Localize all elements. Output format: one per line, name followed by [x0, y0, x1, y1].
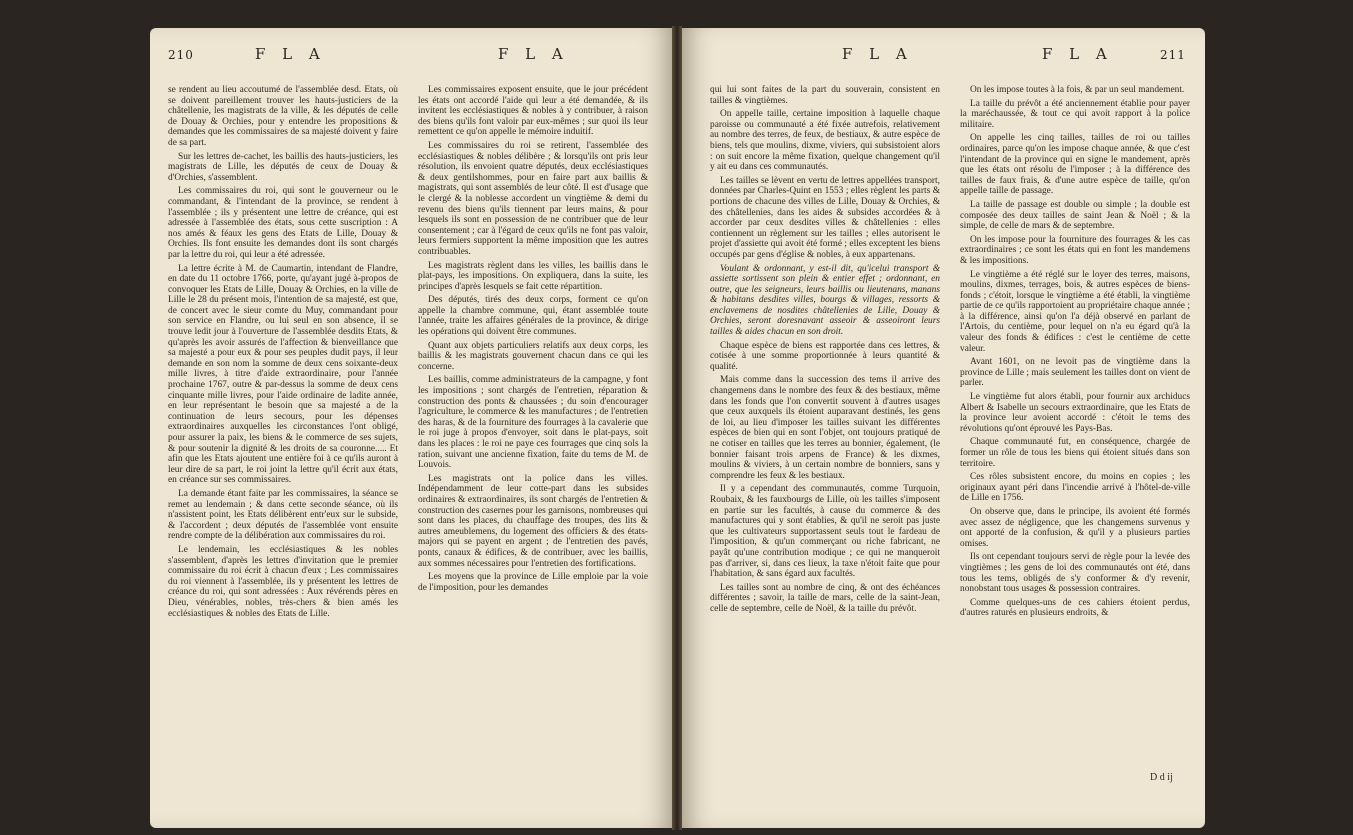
paragraph: Les tailles sont au nombre de cinq, & ont des échéances différentes ; savoir, la taille de mars, celle de la saint-Jean, celle de septembre, celle de Noël, & la taille du prévôt.	[710, 582, 940, 614]
paragraph: Sur les lettres de-cachet, les baillis des hauts-justiciers, les magistrats de Lille, les députés de ceux de Douay & d'Orchies, s'assemblent.	[168, 151, 398, 183]
right-running-head-2: F L A	[1042, 45, 1113, 63]
paragraph: qui lui sont faites de la part du souverain, consistent en tailles & vingtièmes.	[710, 85, 940, 106]
paragraph: Des députés, tirés des deux corps, forment ce qu'on appelle la chambre commune, qui, étant assemblée toute l'année, traite les affaires générales de la province, & dirige les opérations qui doivent être communes.	[418, 295, 648, 338]
left-page-column-1	[168, 85, 398, 785]
paragraph: Quant aux objets particuliers relatifs aux deux corps, les baillis & les magistrats gouvernent chacun dans ce qui les concerne.	[418, 340, 648, 372]
paragraph: Les magistrats règlent dans les villes, les baillis dans le plat-pays, les impositions. On expliquera, dans la suite, les principes d'après lesquels se fait cette répartition.	[418, 260, 648, 292]
right-running-head-1: F L A	[842, 45, 913, 63]
signature-mark: D d ij	[1150, 772, 1173, 783]
right-page-number: 211	[1160, 48, 1186, 62]
left-page-number: 210	[168, 48, 194, 62]
left-running-head-1: F L A	[255, 45, 326, 63]
paragraph: On appelle les cinq tailles, tailles de roi ou tailles ordinaires, parce qu'on les impose chaque année, & que c'est l'intendant de la province qui en signe le mandement, après que les états ont résolu de l'imposer ; à la différence des tailles de faux frais, & d'une autre espèce de taille, qu'on appelle taille de passage.	[960, 133, 1190, 197]
right-page-column-2	[960, 85, 1190, 765]
right-page-column-1	[710, 85, 940, 785]
paragraph: Avant 1601, on ne levoit pas de vingtième dans la province de Lille ; mais seulement les tailles dont on vient de parler.	[960, 357, 1190, 389]
paragraph: La lettre écrite à M. de Caumartin, intendant de Flandre, en date du 11 octobre 1766, porte, qu'ayant jugé à-propos de convoquer les Etats de Lille, Douay & Orchies, en la ville de Lille le 28 du présent mois, l'intention de sa majesté, est que, de concert avec le sieur comte du Muy, commandant pour son service en Flandre, ou lui seul en son absence, il se trouve ledit jour à l'ouverture de l'assemblée desdits Etats, & qu'après les avoir assurés de l'affection & bienveillance que sa majesté a pour eux & pour ses peuples dudit pays, il leur demande en son nom la somme de deux cens soixante-deux mille livres, à titre d'aide extraordinaire, pour l'année prochaine 1767, outre & par-dessus la somme de deux cens cinquante mille livres, pour l'aide ordinaire de ladite année, en leur représentant le besoin que sa majesté a de la continuation de leurs secours, pour les dépenses extraordinaires auxquelles les circonstances l'ont obligé, pour assurer la paix, les biens & le commerce de ses sujets, & pour soutenir la dignité & les droits de sa couronne..... Et afin que les Etats ajoutent une entière foi à ce qu'ils auront à leur dire de sa part, le roi joint la lettre qu'il écrit aux états, en créance sur ses commissaires.	[168, 263, 398, 486]
paragraph: Chaque communauté fut, en conséquence, chargée de former un rôle de tous les biens qui étoient situés dans son territoire.	[960, 437, 1190, 469]
paragraph: Mais comme dans la succession des tems il arrive des changemens dans le nombre des feux & des bestiaux, même dans les fonds que l'on convertit souvent à d'autres usages que ceux auxquels ils étoient auparavant destinés, les gens de loi, au lieu d'imposer les tailles suivant les différentes espèces de bien qui en sont l'objet, ont toujours pratiqué de ne cotiser en tailles que les terres au bonnier, également, (le bonnier faisant trois arpens de France) & les dixmes, moulins & viviers, à un certain nombre de bonniers, sans y comprendre les feux & les bestiaux.	[710, 375, 940, 481]
paragraph: La demande étant faite par les commissaires, la séance se remet au lendemain ; & dans cette seconde séance, où ils n'assistent point, les Etats délibèrent entr'eux sur le subside, & l'accordent ; deux députés de l'assemblée vont ensuite rendre compte de la délibération aux commissaires du roi.	[168, 488, 398, 542]
paragraph: Ils ont cependant toujours servi de règle pour la levée des vingtièmes ; les gens de loi des communautés ont été, dans tous les tems, obligés de s'y conformer & d'y revenir, nonobstant tous usages & possession contraires.	[960, 552, 1190, 595]
paragraph: On les impose toutes à la fois, & par un seul mandement.	[970, 85, 1185, 95]
paragraph: se rendent au lieu accoutumé de l'assemblée desd. Etats, où se doivent pareillement trouver les hauts-justiciers de la châtellenie, les magistrats de la ville, & les députés de celle de Douay & Orchies, pour y entendre les propositions & demandes que les commissaires de sa majesté doivent y faire de sa part.	[168, 85, 398, 148]
paragraph: Le vingtième a été réglé sur le loyer des terres, maisons, moulins, dixmes, terrages, bois, & autres espèces de biens-fonds ; c'étoit, lorsque le vingtième a été établi, la vingtième partie de ce qu'ils rapportoient au propriétaire chaque année ; à la différence, ainsi qu'on l'a déjà observé en parlant de l'Artois, du centième, pour lequel on n'a eu égard qu'à la valeur des fonds & édifices : c'est le centième de cette valeur.	[960, 269, 1190, 354]
paragraph: Les commissaires du roi, qui sont le gouverneur ou le commandant, & l'intendant de la province, se rendent à l'assemblée ; ils y présentent une lettre de créance, qui est adressée à l'assemblée des états, sous cette suscription : A nos amés & féaux les gens des Etats de Lille, Douay & Orchies. Ils font ensuite les demandes dont ils sont chargés par la lettre du roi, qui leur a été adressée.	[168, 186, 398, 260]
left-running-head-2: F L A	[498, 45, 569, 63]
paragraph: Les commissaires du roi se retirent, l'assemblée des ecclésiastiques & nobles délibère ; & lorsqu'ils ont pris leur résolution, ils envoient quatre députés, deux ecclésiastiques & deux gentilshommes, pour en faire part aux baillis & magistrats, qui sont assemblés de leur côté. Il est d'usage que le clergé & la noblesse accordent un vingtième & demi du revenu des biens qu'ils tiennent par leurs mains, & pour lesquels ils sont en possession de ne contribuer que de leur consentement ; car à l'égard de ceux qu'ils ne font pas valoir, leurs fermiers supportent la même imposition que les autres contribuables.	[418, 140, 648, 257]
paragraph: Le lendemain, les ecclésiastiques & les nobles s'assemblent, d'après les lettres d'invitation que le premier commissaire du roi écrit à chacun d'eux ; Les commissaires du roi viennent à l'assemblée, ils y présentent les lettres de créance du roi, qui sont adressées : Aux révérends pères en Dieu, vénérables, nobles, très-chers & bien amés les ecclésiastiques & nobles des Etats de Lille.	[168, 544, 398, 619]
paragraph: Ces rôles subsistent encore, du moins en copies ; les originaux ayant péri dans l'incendie arrivé à l'hôtel-de-ville de Lille en 1756.	[960, 472, 1190, 504]
paragraph: Comme quelques-uns de ces cahiers étoient perdus, d'autres raturés en plusieurs endroits, &	[960, 597, 1190, 619]
paragraph: Les baillis, comme administrateurs de la campagne, y font les impositions ; sont chargés de l'entretien, réparation & construction des ponts & chaussées ; du soin d'encourager l'agriculture, le commerce & les manufactures ; de l'entretien des haras, & de la fourniture des fourrages à la cavalerie que le roi juge à propos d'envoyer, soit dans le plat-pays, soit dans les places : le roi ne paye ces fourrages que cinq sols la ration, suivant une ancienne fixation, faite du tems de M. de Louvois.	[418, 375, 648, 471]
paragraph: On observe que, dans le principe, ils avoient été formés avec assez de négligence, que les changemens survenus y ont apporté de la confusion, & qu'il y a plusieurs parties omises.	[960, 506, 1190, 549]
paragraph: La taille de passage est double ou simple ; la double est composée des deux tailles de saint Jean & Noël ; & la simple, de celle de mars & de septembre.	[960, 199, 1190, 232]
paragraph: Il y a cependant des communautés, comme Turquoin, Roubaix, & les fauxbourgs de Lille, où les tailles s'imposent en partie sur les facultés, à cause du commerce & des manufactures qui y sont établies, & qu'il ne seroit pas juste que les cultivateurs supportassent seuls tout le fardeau de l'imposition, & qu'un commerçant ou riche fabricant, ne payât qu'une contribution modique ; ce qui ne manqueroit pas d'arriver, si, dans ces lieux, la taxe n'étoit faite que pour l'habitation, & sans égard aux facultés.	[710, 484, 940, 580]
paragraph: Le vingtième fut alors établi, pour fournir aux archiducs Albert & Isabelle un secours extraordinaire, que les Etats de la province leur avoient accordé : c'étoit le tems des révolutions qu'ont éprouvé les Pays-Bas.	[960, 392, 1190, 434]
paragraph: Les tailles se lèvent en vertu de lettres appellées transport, données par Charles-Quint en 1553 ; elles règlent les parts & portions de chacune des villes de Lille, Douay & Orchies, & des châtellenies, dans les aides & subsides accordées & à accorder par ceux desdites villes & châtellenies : elles contiennent un règlement sur les tailles ; elles autorisent le projet d'assiette qui avoit été formé ; elles exceptent les biens occupés par gens d'église & nobles, à eux appartenans.	[710, 175, 940, 260]
left-page-column-2	[418, 85, 648, 785]
paragraph: La taille du prévôt a été anciennement établie pour payer la maréchaussée, & tout ce qui avoit rapport à la police militaire.	[960, 98, 1190, 130]
paragraph: On appelle taille, certaine imposition à laquelle chaque paroisse ou communauté a été fixée autrefois, relativement au nombre des terres, de feux, de bestiaux, & autre espèce de biens, tels que moulins, dixme, viviers, qui subsistoient alors : on suit encore la même fixation, quelque changement qu'il y ait eu dans ces communautés.	[710, 109, 940, 173]
paragraph: On les impose pour la fourniture des fourrages & les cas extraordinaires ; ce sont les états qui en font les mandemens & les impositions.	[960, 234, 1190, 266]
paragraph: Les magistrats ont la police dans les villes. Indépendamment de leur cotte-part dans les subsides ordinaires & extraordinaires, ils sont chargés de l'entretien & construction des casernes pour les garnisons, nombreuses qui sont dans les places, du chauffage des troupes, des lits & autres ameublemens, du logement des officiers & des états-majors qui se payent en argent ; de l'entretien des pavés, ponts, canaux & édifices, & de contribuer, avec les baillis, aux sommes nécessaires pour l'entretien des fortifications.	[418, 473, 648, 569]
paragraph: Voulant & ordonnant, y est-il dit, qu'icelui transport & assiette sortissent son plein & entier effet ; ordonnant, en outre, que les seigneurs, leurs baillis ou lieutenans, manans & habitans desdites villes, bourgs & villages, ressorts & enclavemens de nosdites châtellenies de Lille, Douay & Orchies, seront doresnavant asseoir & asseoiront leurs tailles & aides chacun en son droit.	[710, 263, 940, 338]
paragraph: Les commissaires exposent ensuite, que le jour précédent les états ont accordé l'aide qui leur a été demandée, & ils invitent les ecclésiastiques & nobles à y contribuer, à raison des biens qu'ils font valoir par eux-mêmes ; sur quoi ils leur remettent ce qu'on appelle le mémoire induitif.	[418, 85, 648, 138]
book-gutter	[672, 26, 682, 830]
paragraph: Les moyens que la province de Lille emploie par la voie de l'imposition, pour les demandes	[418, 572, 648, 593]
paragraph: Chaque espèce de biens est rapportée dans ces lettres, & cotisée à une somme proportionnée à leurs quantité & qualité.	[710, 340, 940, 372]
